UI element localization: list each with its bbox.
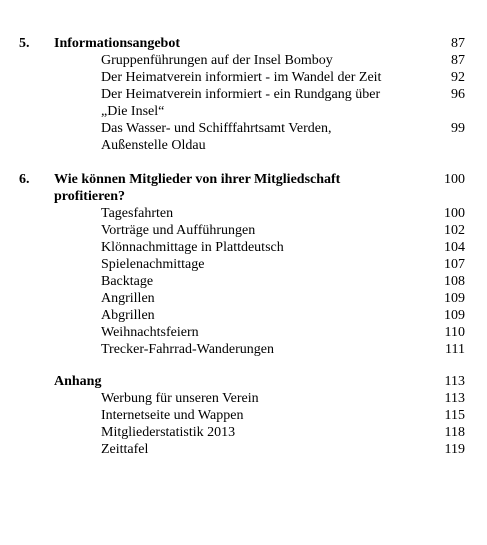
toc-entry-title: Weihnachtsfeiern (101, 325, 199, 340)
section-page-number: 100 (444, 172, 465, 187)
toc-entry-title: Werbung für unseren Verein (101, 391, 259, 406)
toc-entry-title: Vorträge und Aufführungen (101, 223, 256, 238)
toc-entry-title-continued: „Die Insel“ (101, 104, 165, 119)
section-number: 6. (19, 172, 30, 187)
toc-entry-title: Mitgliederstatistik 2013 (101, 425, 236, 440)
toc-entry-title: Zeittafel (101, 442, 149, 457)
section-title-continued: profitieren? (54, 189, 126, 204)
toc-entry-title: Klönnachmittage in Plattdeutsch (101, 240, 284, 255)
section-number: 5. (19, 36, 30, 51)
section-page-number: 87 (451, 36, 465, 51)
toc-entry-page: 92 (451, 70, 465, 85)
toc-entry-page: 115 (444, 408, 465, 423)
toc-entry-title: Tagesfahrten (101, 206, 174, 221)
toc-entry-title: Gruppenführungen auf der Insel Bomboy (101, 53, 333, 68)
toc-entry-page: 96 (451, 87, 465, 102)
section-page-number: 113 (444, 374, 465, 389)
toc-entry-page: 110 (444, 325, 465, 340)
section-title: Anhang (54, 374, 102, 389)
toc-entry-page: 87 (451, 53, 465, 68)
toc-entry-page: 109 (444, 291, 465, 306)
toc-entry-title: Spielenachmittage (101, 257, 205, 272)
toc-entry-title-continued: Außenstelle Oldau (101, 138, 206, 153)
toc-entry-page: 113 (444, 391, 465, 406)
toc-entry-page: 100 (444, 206, 465, 221)
toc-entry-page: 108 (444, 274, 465, 289)
toc-entry-page: 104 (444, 240, 465, 255)
toc-entry-title: Der Heimatverein informiert - ein Rundgang über (101, 87, 381, 102)
section-title: Informationsangebot (54, 36, 181, 51)
toc-entry-page: 111 (445, 342, 465, 357)
section-title: Wie können Mitglieder von ihrer Mitgliedschaft (54, 172, 341, 187)
toc-entry-title: Internetseite und Wappen (101, 408, 244, 423)
toc-entry-title: Das Wasser- und Schifffahrtsamt Verden, (101, 121, 332, 136)
toc-entry-page: 119 (444, 442, 465, 457)
toc-entry-title: Trecker-Fahrrad-Wanderungen (101, 342, 275, 357)
toc-entry-page: 118 (444, 425, 465, 440)
toc-entry-page: 102 (444, 223, 465, 238)
toc-entry-title: Backtage (101, 274, 154, 289)
toc-entry-title: Der Heimatverein informiert - im Wandel der Zeit (101, 70, 382, 85)
toc-entry-page: 99 (451, 121, 465, 136)
toc-entry-page: 107 (444, 257, 465, 272)
toc-entry-title: Angrillen (101, 291, 155, 306)
toc-entry-title: Abgrillen (101, 308, 155, 323)
toc-entry-page: 109 (444, 308, 465, 323)
